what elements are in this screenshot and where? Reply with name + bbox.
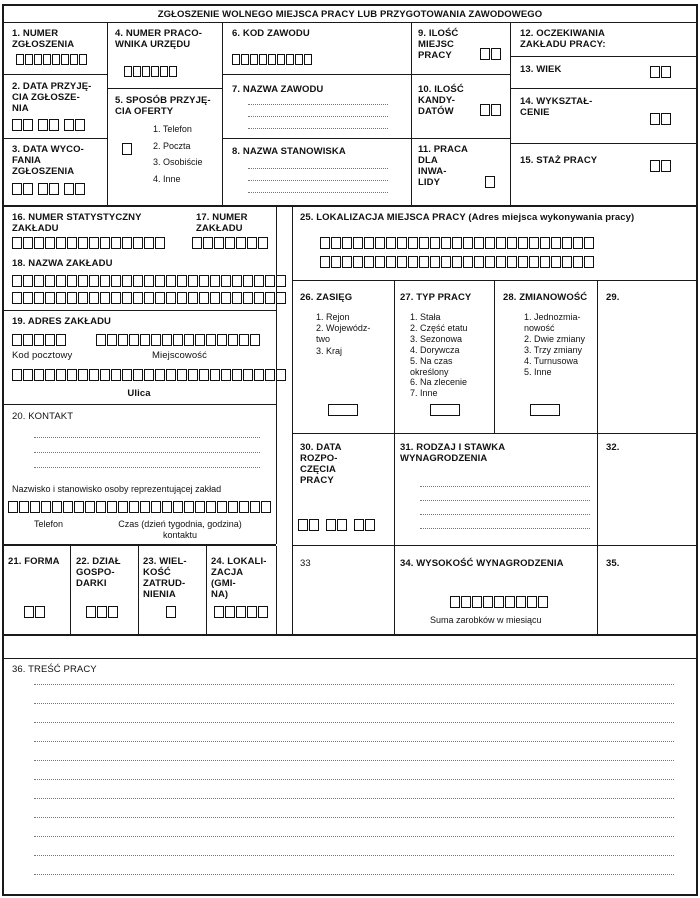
field-7-line-3[interactable] bbox=[248, 128, 388, 129]
field-16-label: 16. NUMER STATYSTYCZNY ZAKŁADU bbox=[12, 212, 142, 234]
field-14-input[interactable] bbox=[650, 113, 672, 124]
field-8-line-3[interactable] bbox=[248, 192, 388, 193]
field-31-label: 31. RODZAJ I STAWKA WYNAGRODZENIA bbox=[400, 442, 506, 464]
field-3-label: 3. DATA WYCO- FANIA ZGŁOSZENIA bbox=[12, 144, 84, 177]
field-28-option-3: 3. Trzy zmiany bbox=[524, 345, 583, 355]
field-6-input[interactable] bbox=[232, 54, 313, 65]
field-31-line-4[interactable] bbox=[420, 528, 590, 529]
field-23-label: 23. WIEL- KOŚĆ ZATRUD- NIENIA bbox=[143, 556, 187, 600]
field-27-option-4: 4. Dorywcza bbox=[410, 345, 460, 355]
field-36-line[interactable] bbox=[34, 817, 674, 818]
field-20-phone-label: Telefon bbox=[34, 519, 64, 529]
field-28-option-5: 5. Inne bbox=[524, 367, 552, 377]
field-36-label: 36. TREŚĆ PRACY bbox=[12, 664, 97, 675]
field-15-label: 15. STAŻ PRACY bbox=[520, 155, 598, 166]
field-20-person-label: Nazwisko i stanowisko osoby reprezentującej zakład bbox=[12, 484, 222, 494]
field-20-time-input[interactable] bbox=[96, 501, 272, 512]
field-20-line-2[interactable] bbox=[34, 452, 260, 453]
field-14-label: 14. WYKSZTAŁ- CENIE bbox=[520, 96, 593, 118]
field-9-input[interactable] bbox=[480, 48, 502, 59]
field-36-line[interactable] bbox=[34, 703, 674, 704]
field-24-label: 24. LOKALI- ZACJA (GMI- NA) bbox=[211, 556, 267, 600]
field-27-option-3: 3. Sezonowa bbox=[410, 334, 463, 344]
field-9-label: 9. ILOŚĆ MIEJSC PRACY bbox=[418, 28, 459, 61]
field-4-label: 4. NUMER PRACO- WNIKA URZĘDU bbox=[115, 28, 203, 50]
field-27-label: 27. TYP PRACY bbox=[400, 292, 472, 303]
field-31-line-1[interactable] bbox=[420, 486, 590, 487]
field-36-line[interactable] bbox=[34, 741, 674, 742]
field-5-option-3: 3. Osobiście bbox=[153, 157, 203, 167]
field-16-input[interactable] bbox=[12, 237, 166, 248]
field-8-label: 8. NAZWA STANOWISKA bbox=[232, 146, 346, 157]
field-25-input-row-1[interactable] bbox=[320, 237, 595, 248]
field-2-input[interactable] bbox=[12, 119, 86, 130]
field-20-phone-input[interactable] bbox=[8, 501, 107, 512]
field-11-input[interactable] bbox=[485, 176, 496, 187]
field-28-option-1: 1. Jednozmia- nowość bbox=[524, 312, 581, 333]
field-27-option-5: 5. Na czas określony bbox=[410, 356, 453, 377]
field-22-label: 22. DZIAŁ GOSPO- DARKI bbox=[76, 556, 121, 589]
field-20-label: 20. KONTAKT bbox=[12, 411, 74, 422]
field-6-label: 6. KOD ZAWODU bbox=[232, 28, 310, 39]
field-23-input[interactable] bbox=[166, 606, 177, 617]
field-25-label: 25. LOKALIZACJA MIEJSCA PRACY (Adres miejsca wykonywania pracy) bbox=[300, 212, 635, 223]
field-27-option-6: 6. Na zlecenie bbox=[410, 377, 468, 387]
field-5-label: 5. SPOSÓB PRZYJĘ- CIA OFERTY bbox=[115, 95, 211, 117]
field-11-label: 11. PRACA DLA INWA- LIDY bbox=[418, 144, 469, 188]
field-27-option-2: 2. Część etatu bbox=[410, 323, 468, 333]
field-17-label: 17. NUMER ZAKŁADU bbox=[196, 212, 248, 234]
field-36-line[interactable] bbox=[34, 684, 674, 685]
field-8-line-1[interactable] bbox=[248, 168, 388, 169]
field-27-option-1: 1. Stała bbox=[410, 312, 441, 322]
field-5-option-4: 4. Inne bbox=[153, 174, 181, 184]
field-36-line[interactable] bbox=[34, 836, 674, 837]
field-4-input[interactable] bbox=[124, 66, 178, 77]
field-19-city-label: Miejscowość bbox=[152, 350, 207, 361]
field-10-input[interactable] bbox=[480, 104, 502, 115]
field-22-input[interactable] bbox=[86, 606, 119, 617]
field-1-label: 1. NUMER ZGŁOSZENIA bbox=[12, 28, 75, 50]
field-20-line-3[interactable] bbox=[34, 467, 260, 468]
field-25-input-row-2[interactable] bbox=[320, 256, 595, 267]
field-21-input[interactable] bbox=[24, 606, 46, 617]
field-18-input-row-2[interactable] bbox=[12, 292, 287, 303]
field-26-option-3: 3. Kraj bbox=[316, 346, 343, 356]
field-5-option-2: 2. Poczta bbox=[153, 141, 191, 151]
field-7-label: 7. NAZWA ZAWODU bbox=[232, 84, 324, 95]
field-36-line[interactable] bbox=[34, 779, 674, 780]
field-33-label: 33 bbox=[300, 558, 311, 569]
field-34-label: 34. WYSOKOŚĆ WYNAGRODZENIA bbox=[400, 558, 564, 569]
field-5-option-1: 1. Telefon bbox=[153, 124, 192, 134]
field-8-line-2[interactable] bbox=[248, 180, 388, 181]
field-2-label: 2. DATA PRZYJĘ- CIA ZGŁOSZE- NIA bbox=[12, 81, 92, 114]
field-19-street-label: Ulica bbox=[127, 388, 151, 399]
field-36-line[interactable] bbox=[34, 798, 674, 799]
field-7-line-1[interactable] bbox=[248, 104, 388, 105]
field-19-label: 19. ADRES ZAKŁADU bbox=[12, 316, 111, 327]
field-1-input[interactable] bbox=[16, 54, 88, 65]
field-36-line[interactable] bbox=[34, 760, 674, 761]
field-21-label: 21. FORMA bbox=[8, 556, 60, 567]
field-19-postal-label: Kod pocztowy bbox=[12, 350, 73, 361]
field-27-option-7: 7. Inne bbox=[410, 388, 438, 398]
field-12-label: 12. OCZEKIWANIA ZAKŁADU PRACY: bbox=[520, 28, 606, 50]
field-17-input[interactable] bbox=[192, 237, 269, 248]
field-26-label: 26. ZASIĘG bbox=[300, 292, 353, 303]
field-15-input[interactable] bbox=[650, 160, 672, 171]
field-30-input[interactable] bbox=[298, 519, 376, 530]
field-20-line-1[interactable] bbox=[34, 437, 260, 438]
field-13-input[interactable] bbox=[650, 66, 672, 77]
field-19-street-input[interactable] bbox=[12, 369, 287, 380]
field-28-label: 28. ZMIANOWOŚĆ bbox=[503, 292, 588, 303]
field-19-postal-input[interactable] bbox=[12, 334, 67, 345]
field-27-input[interactable] bbox=[430, 404, 461, 415]
field-28-input[interactable] bbox=[530, 404, 561, 415]
field-3-input[interactable] bbox=[12, 183, 86, 194]
field-30-label: 30. DATA ROZPO- CZĘCIA PRACY bbox=[300, 442, 342, 486]
form-title: ZGŁOSZENIE WOLNEGO MIEJSCA PRACY LUB PRZYGOTOWANIA ZAWODOWEGO bbox=[157, 9, 543, 20]
field-10-label: 10. ILOŚĆ KANDY- DATÓW bbox=[418, 84, 464, 117]
field-26-option-2: 2. Wojewódz- two bbox=[316, 323, 371, 344]
field-28-option-4: 4. Turnusowa bbox=[524, 356, 579, 366]
field-36-line[interactable] bbox=[34, 855, 674, 856]
field-5-input[interactable] bbox=[122, 143, 133, 154]
field-34-note: Suma zarobków w miesiącu bbox=[430, 615, 542, 625]
field-26-input[interactable] bbox=[328, 404, 359, 415]
field-36-line[interactable] bbox=[34, 722, 674, 723]
field-7-line-2[interactable] bbox=[248, 116, 388, 117]
field-19-city-input[interactable] bbox=[96, 334, 261, 345]
field-31-line-2[interactable] bbox=[420, 500, 590, 501]
field-20-time-label: Czas (dzień tygodnia, godzina) kontaktu bbox=[118, 519, 242, 540]
field-35-label: 35. bbox=[606, 558, 620, 569]
field-36-line[interactable] bbox=[34, 874, 674, 875]
field-26-option-1: 1. Rejon bbox=[316, 312, 350, 322]
field-18-input-row-1[interactable] bbox=[12, 275, 287, 286]
field-29-label: 29. bbox=[606, 292, 620, 303]
field-13-label: 13. WIEK bbox=[520, 64, 562, 75]
field-28-option-2: 2. Dwie zmiany bbox=[524, 334, 586, 344]
field-32-label: 32. bbox=[606, 442, 620, 453]
field-31-line-3[interactable] bbox=[420, 514, 590, 515]
field-24-input[interactable] bbox=[214, 606, 269, 617]
field-34-input[interactable] bbox=[450, 596, 549, 607]
field-18-label: 18. NAZWA ZAKŁADU bbox=[12, 258, 113, 269]
